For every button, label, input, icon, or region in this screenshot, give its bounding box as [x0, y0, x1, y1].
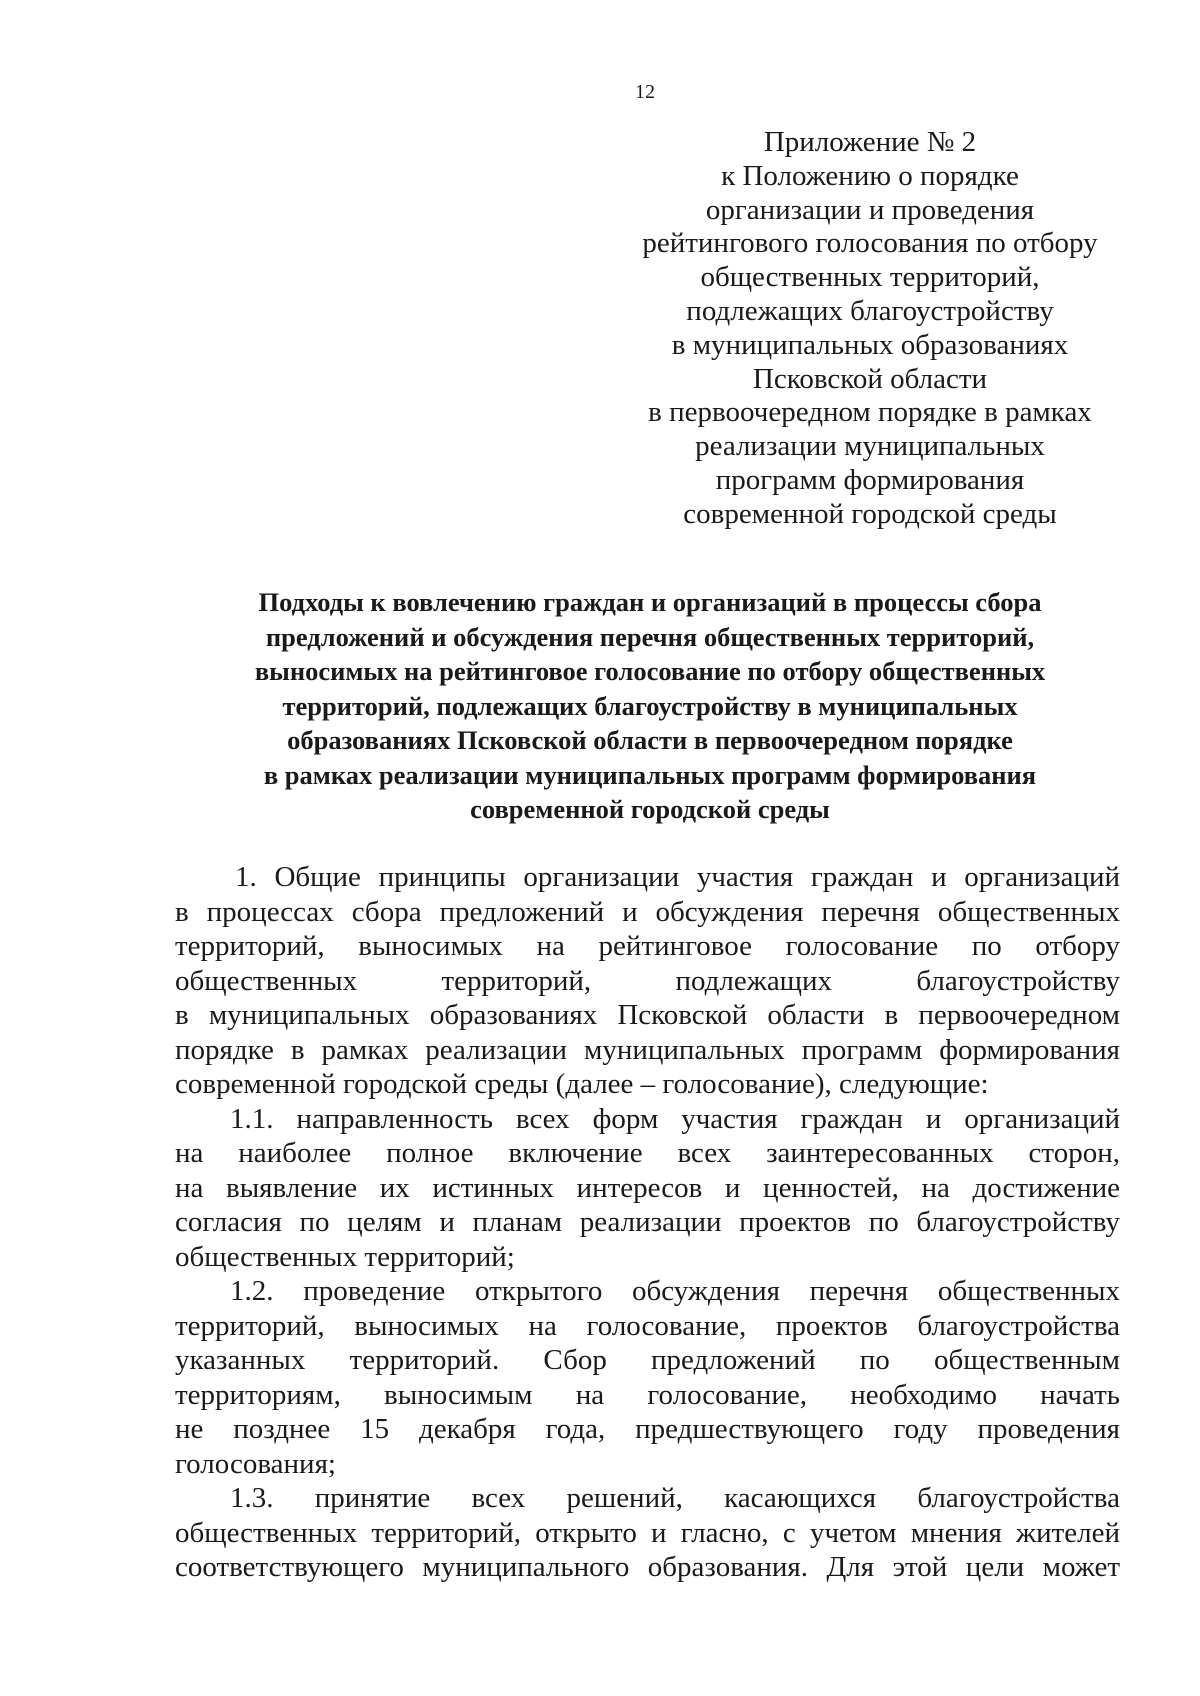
item-1-2-line: не позднее 15 декабря года, предшествующего году проведения — [175, 1413, 1120, 1445]
paragraph-1-line: территорий, выносимых на рейтинговое голосование по отбору — [175, 930, 1120, 962]
item-1-1-line: на наиболее полное включение всех заинтересованных сторон, — [175, 1137, 1120, 1169]
paragraph-1-line: порядке в рамках реализации муниципальных программ формирования — [175, 1033, 1120, 1066]
annex-line: современной городской среды — [683, 497, 1057, 530]
item-1-1-line: 1.1. направленность всех форм участия граждан и организаций — [230, 1102, 1120, 1135]
annex-line: рейтингового голосования по отбору — [642, 227, 1098, 260]
document-title — [170, 585, 1130, 827]
annex-line: Приложение № 2 — [763, 126, 977, 158]
item-1-2-line: указанных территорий. Сбор предложений по общественным — [175, 1344, 1120, 1376]
title-line: в рамках реализации муниципальных программ формирования — [263, 759, 1037, 790]
item-1-1-line: на выявление их истинных интересов и ценностей, на достижение — [175, 1171, 1120, 1204]
item-1-3-line: 1.3. принятие всех решений, касающихся благоустройства — [230, 1482, 1120, 1514]
item-1-1-line: общественных территорий; — [175, 1240, 515, 1273]
paragraph-1-line: в процессах сбора предложений и обсуждения перечня общественных — [175, 895, 1120, 928]
annex-line: общественных территорий, — [700, 261, 1040, 294]
title-line: современной городской среды — [470, 794, 830, 824]
title-line: выносимых на рейтинговое голосование по отбору общественных — [254, 656, 1046, 686]
paragraph-1-line: 1. Общие принципы организации участия граждан и организаций — [235, 861, 1120, 893]
title-line: территорий, подлежащих благоустройству в муниципальных — [282, 690, 1018, 721]
item-1-2-line: голосования; — [175, 1447, 336, 1480]
paragraph-1-line: общественных территорий, подлежащих благоустройству — [175, 964, 1120, 997]
annex-line: реализации муниципальных — [695, 430, 1045, 463]
page-number: 12 — [635, 81, 655, 103]
annex-header — [620, 126, 1120, 532]
annex-line: в первоочередном порядке в рамках — [648, 396, 1092, 429]
annex-line: программ формирования — [715, 463, 1025, 496]
item-1-3-line: общественных территорий, открыто и гласно, с учетом мнения жителей — [175, 1516, 1120, 1549]
annex-line: подлежащих благоустройству — [686, 294, 1054, 327]
body-text — [175, 860, 1120, 1585]
annex-line: организации и проведения — [705, 193, 1035, 226]
annex-line: в муниципальных образованиях — [671, 328, 1069, 361]
title-line: предложений и обсуждения перечня общественных территорий, — [265, 621, 1035, 652]
annex-line: к Положению о порядке — [721, 159, 1019, 192]
item-1-2-line: 1.2. проведение открытого обсуждения перечня общественных — [230, 1275, 1120, 1307]
title-line: Подходы к вовлечению граждан и организаций в процессы сбора — [258, 587, 1042, 617]
paragraph-1-line: современной городской среды (далее – голосование), следующие: — [175, 1068, 989, 1100]
item-1-1-line: согласия по целям и планам реализации проектов по благоустройству — [175, 1206, 1120, 1238]
title-line: образованиях Псковской области в первоочередном порядке — [287, 725, 1013, 755]
item-1-2-line: территорий, выносимых на голосование, проектов благоустройства — [175, 1309, 1120, 1342]
item-1-2-line: территориям, выносимым на голосование, необходимо начать — [175, 1378, 1120, 1411]
item-1-3-line: соответствующего муниципального образования. Для этой цели может — [175, 1551, 1120, 1583]
paragraph-1-line: в муниципальных образованиях Псковской области в первоочередном — [175, 999, 1120, 1031]
annex-line: Псковской области — [752, 362, 988, 395]
